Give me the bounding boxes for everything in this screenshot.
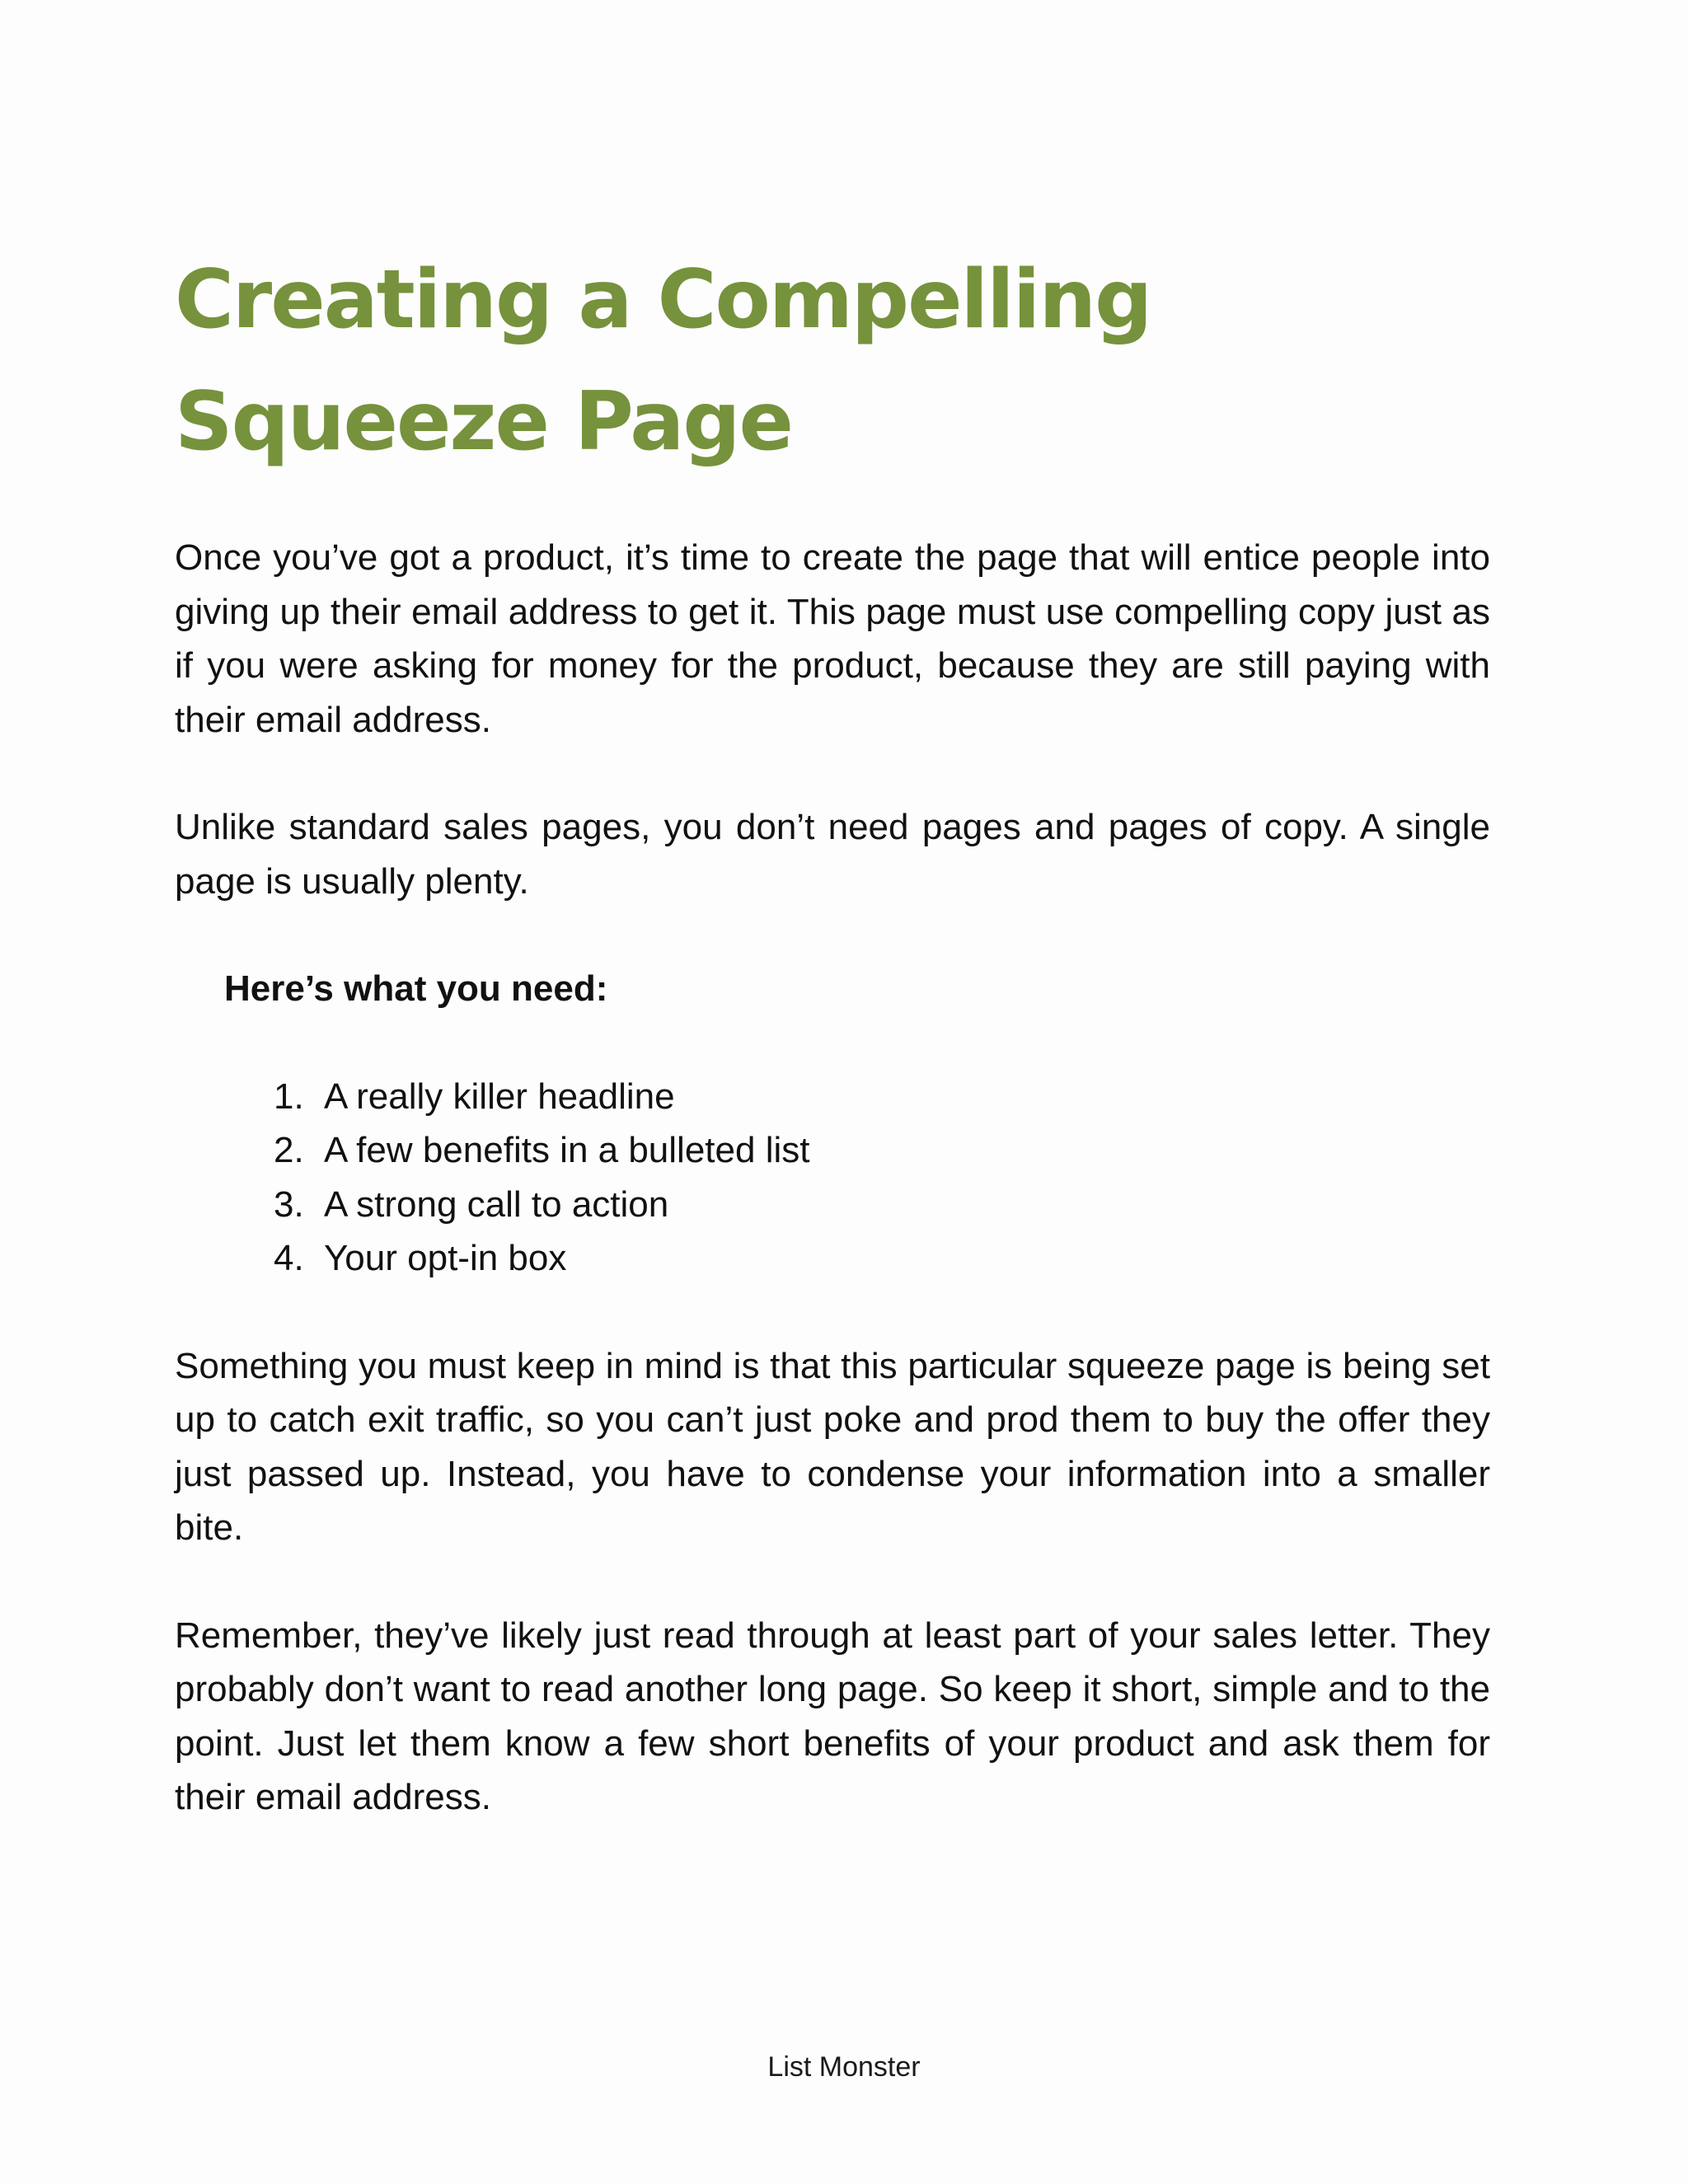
page-title: Creating a Compelling Squeeze Page xyxy=(175,253,1151,469)
list-item xyxy=(175,1070,1490,1124)
list-item-number: 1. xyxy=(274,1076,304,1117)
list-item xyxy=(175,1178,1490,1232)
intro-paragraph: Once you’ve got a product, it’s time to create the page that will entice people into giving up their email address to get it. This page must use compelling copy just as if you were asking for money for the product, because they are still paying with their email address. xyxy=(175,537,1490,740)
keep-it-short-paragraph: Remember, they’ve likely just read through at least part of your sales letter. They probably don’t want to read another long page. So keep it short, simple and to the point. Just let them know a few short benefits of your product and ask them for their email address. xyxy=(175,1615,1490,1817)
exit-traffic-paragraph: Something you must keep in mind is that this particular squeeze page is being set up to catch exit traffic, so you can’t just poke and prod them to buy the offer they just passed up. Instead, you have to condense your information into a smaller bite. xyxy=(175,1345,1490,1548)
list-item xyxy=(175,1123,1490,1178)
list-item-text: Your opt-in box xyxy=(324,1238,567,1278)
page-footer: List Monster xyxy=(767,2051,921,2083)
list-item-text: A strong call to action xyxy=(324,1183,669,1225)
list-item-text: A really killer headline xyxy=(324,1076,675,1117)
list-item-number: 2. xyxy=(274,1130,304,1170)
single-page-paragraph: Unlike standard sales pages, you don’t need pages and pages of copy. A single page is usually plenty. xyxy=(175,807,1490,902)
document-page xyxy=(175,239,1490,1825)
list-item-number: 3. xyxy=(274,1183,304,1225)
list-item-number: 4. xyxy=(274,1238,304,1278)
list-item-text: A few benefits in a bulleted list xyxy=(324,1130,810,1170)
needs-subheading: Here’s what you need: xyxy=(224,968,608,1009)
needs-list xyxy=(175,1070,1490,1286)
list-item xyxy=(175,1231,1490,1286)
